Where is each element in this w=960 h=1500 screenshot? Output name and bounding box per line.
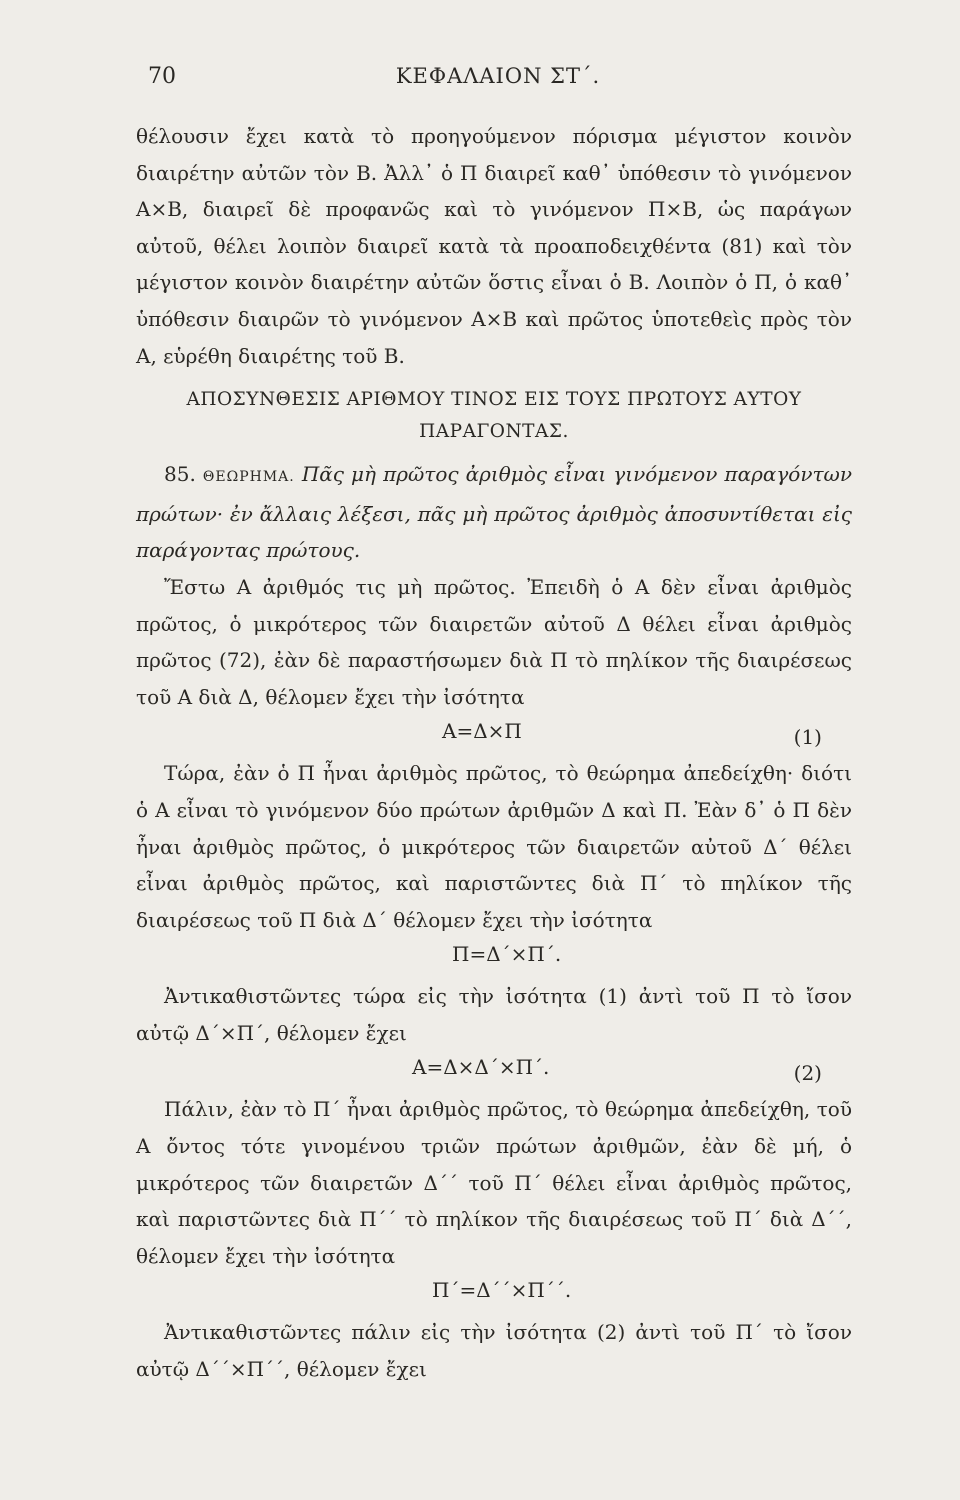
paragraph-1: θέλουσιν ἔχει κατὰ τὸ προηγούμενον πόρισμα μέγιστον κοινὸν διαιρέτην αὐτῶν τὸν Β. Ἀλλ᾽ ὁ Π διαιρεῖ καθ᾽ ὑπόθεσιν τὸ γινόμενον Α×Β, διαιρεῖ δὲ προφανῶς καὶ τὸ γινόμενον Π×Β, ὡς παράγων αὐτοῦ, θέλει λοιπὸν διαιρεῖ κατὰ τὰ προαποδειχθέντα (81) καὶ τὸν μέγιστον κοινὸν διαιρέτην αὐτῶν ὅστις εἶναι ὁ Β. Λοιπὸν ὁ Π, ὁ καθ᾽ ὑπόθεσιν διαιρῶν τὸ γινόμενον Α×Β καὶ πρῶτος ὑποτεθεὶς πρὸς τὸν Α, εὑρέθη διαιρέτης τοῦ Β. xyxy=(136,124,852,368)
theorem-label: ΘΕΩΡΗΜΑ. xyxy=(202,469,295,486)
paragraph-6: Ἀντικαθιστῶντες πάλιν εἰς τὴν ἰσότητα (2) ἀντὶ τοῦ Π΄ τὸ ἴσον αὐτῷ Δ΄΄×Π΄΄, θέλομεν ἔχει xyxy=(136,1320,852,1382)
paragraph-3: Τώρα, ἐὰν ὁ Π ἦναι ἀριθμὸς πρῶτος, τὸ θεώρημα ἀπεδείχθη· διότι ὁ Α εἶναι τὸ γινόμενον δύο πρώτων ἀριθμῶν Δ καὶ Π. Ἐὰν δ᾽ ὁ Π δὲν ἦναι ἀριθμὸς πρῶτος, ὁ μικρότερος τῶν διαιρετῶν αὐτοῦ Δ΄ θέλει εἶναι ἀριθμὸς πρῶτος, καὶ παριστῶντες διὰ Π΄ τὸ πηλίκον τῆς διαιρέσεως τοῦ Π διὰ Δ΄ θέλομεν ἔχει τὴν ἰσότητα xyxy=(136,761,852,932)
page-header xyxy=(148,64,848,100)
equation-1 xyxy=(136,715,852,755)
equation-3-formula: Α=Δ×Δ΄×Π΄. xyxy=(412,1055,550,1080)
equation-2 xyxy=(136,938,852,978)
running-title: ΚΕΦΑΛΑΙΟΝ ΣΤ΄. xyxy=(395,64,601,88)
equation-3-number: (2) xyxy=(793,1061,822,1086)
equation-1-number: (1) xyxy=(793,725,822,750)
paragraph-5: Πάλιν, ἐὰν τὸ Π΄ ἦναι ἀριθμὸς πρῶτος, τὸ θεώρημα ἀπεδείχθη, τοῦ Α ὄντος τότε γινομένου τριῶν πρώτων ἀριθμῶν, ἐὰν δὲ μή, ὁ μικρότερος τῶν διαιρετῶν Δ΄΄ τοῦ Π΄ θέλει εἶναι ἀριθμὸς πρῶτος, καὶ παριστῶντες διὰ Π΄΄ τὸ πηλίκον τῆς διαιρέσεως τοῦ Π΄ διὰ Δ΄΄, θέλομεν ἔχει τὴν ἰσότητα xyxy=(136,1097,852,1268)
theorem-85 xyxy=(136,456,852,569)
theorem-statement: Πᾶς μὴ πρῶτος ἀριθμὸς εἶναι γινόμενον παραγόντων πρώτων· ἐν ἄλλαις λέξεσι, πᾶς μὴ πρῶτος ἀριθμὸς ἀποσυντίθεται εἰς παράγοντας πρώτους. xyxy=(136,462,853,563)
page-number: 70 xyxy=(148,64,176,89)
equation-3 xyxy=(136,1051,852,1091)
equation-4 xyxy=(136,1274,852,1314)
section-heading-line-2: ΠΑΡΑΓΟΝΤΑΣ. xyxy=(419,421,569,443)
section-heading xyxy=(136,384,852,448)
section-heading-line-1: ΑΠΟΣΥΝΘΕΣΙΣ ΑΡΙΘΜΟΥ ΤΙΝΟΣ ΕΙΣ ΤΟΥΣ ΠΡΩΤΟΥΣ ΑΥΤΟΥ xyxy=(186,389,802,411)
theorem-number: 85. xyxy=(164,462,196,487)
equation-2-formula: Π=Δ΄×Π΄. xyxy=(452,942,562,967)
paragraph-4: Ἀντικαθιστῶντες τώρα εἰς τὴν ἰσότητα (1) ἀντὶ τοῦ Π τὸ ἴσον αὐτῷ Δ΄×Π΄, θέλομεν ἔχει xyxy=(136,984,852,1045)
equation-1-formula: Α=Δ×Π xyxy=(442,719,522,744)
paragraph-2: Ἔστω Α ἀριθμός τις μὴ πρῶτος. Ἐπειδὴ ὁ Α δὲν εἶναι ἀριθμὸς πρῶτος, ὁ μικρότερος τῶν διαιρετῶν αὐτοῦ Δ θέλει εἶναι ἀριθμὸς πρῶτος (72), ἐὰν δὲ παραστήσωμεν διὰ Π τὸ πηλίκον τῆς διαιρέσεως τοῦ Α διὰ Δ, θέλομεν ἔχει τὴν ἰσότητα xyxy=(136,574,852,709)
equation-4-formula: Π΄=Δ΄΄×Π΄΄. xyxy=(432,1278,572,1303)
page-body xyxy=(136,118,852,1388)
